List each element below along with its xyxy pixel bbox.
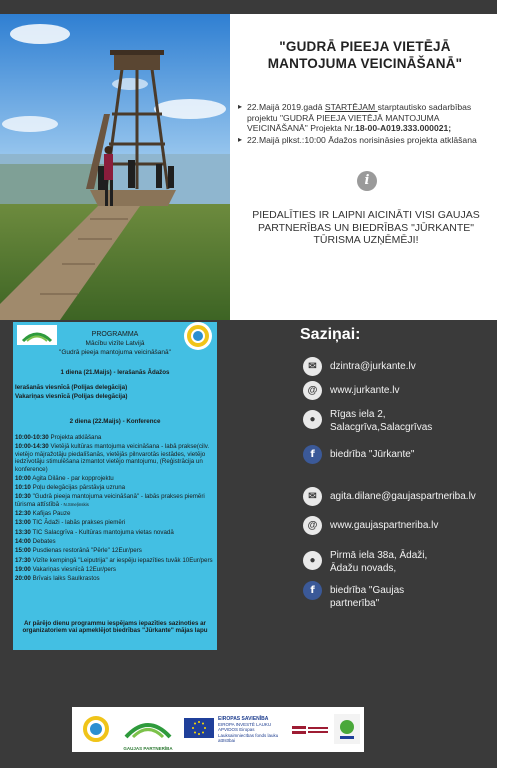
news-body: starptautisko sadarbības projektu "GUDRĀ PIEEJA VIETĒJĀ MANTOJUMA VEICINĀŠANĀ" Projekta Nr. bbox=[247, 102, 472, 134]
program-project: "Gudrā pieeja mantojuma veicināšanā" bbox=[59, 349, 171, 356]
schedule-text: TIC Ādaži - labās prakses piemēri bbox=[32, 519, 126, 527]
news-list bbox=[238, 102, 494, 146]
day1-title: 1 diena (21.Maijs) - Ierašanās Ādažos bbox=[60, 369, 170, 376]
jurkante-sun-logo bbox=[80, 713, 112, 745]
contact-web-jurkante[interactable]: www.jurkante.lv bbox=[330, 385, 400, 396]
news-item bbox=[238, 102, 494, 134]
schedule-time: 10:00-14:30 bbox=[15, 443, 49, 451]
eu-title: EIROPAS SAVIENĪBA bbox=[218, 716, 269, 722]
program-header bbox=[53, 330, 177, 357]
schedule-item bbox=[15, 557, 215, 564]
schedule-text: Debates bbox=[32, 538, 56, 545]
schedule-text: Brīvais laiks Saulkrastos bbox=[32, 575, 100, 583]
schedule-item bbox=[15, 493, 215, 508]
program-heading: PROGRAMMA bbox=[91, 331, 139, 338]
gaujas-partneriba-logo bbox=[17, 325, 57, 345]
eu-text bbox=[218, 717, 288, 743]
start-link[interactable]: STARTĒJAM bbox=[324, 102, 378, 112]
contacts-title: Saziņai: bbox=[300, 326, 361, 343]
schedule-text: Pusdienas restorānā "Pērle" 12Eur/pers bbox=[32, 547, 142, 555]
project-number: 18-00-A019.333.000021; bbox=[355, 123, 452, 134]
location-icon: ● bbox=[303, 410, 322, 429]
project-title: "GUDRĀ PIEEJA VIETĒJĀ MANTOJUMA VEICINĀŠANĀ" bbox=[267, 39, 463, 71]
location-icon: ● bbox=[303, 551, 322, 570]
schedule-text: Kafijas Pauze bbox=[32, 510, 71, 518]
schedule-item bbox=[15, 575, 215, 582]
contact-address-jurkante: Rīgas iela 2, Salacgrīva,Salacgrīvas bbox=[330, 409, 433, 433]
gaujas-logo bbox=[120, 713, 176, 749]
contact-email-gaujas[interactable]: agita.dilane@gaujaspartneriba.lv bbox=[330, 491, 476, 502]
day1-item: Ierašanās viesnīcā (Polijas delegācija) bbox=[15, 384, 128, 391]
invitation-text: PIEDALĪTIES IR LAIPNI AICINĀTI VISI GAUJAS PARTNERĪBAS UN BIEDRĪBAS "JŪRKANTE" TŪRISMA UZŅĒMĒJI! bbox=[252, 209, 480, 246]
schedule-time: 19:00 bbox=[15, 565, 31, 573]
facebook-icon: f bbox=[303, 581, 322, 600]
schedule-time: 20:00 bbox=[15, 575, 31, 583]
eu-flag-icon bbox=[184, 718, 214, 738]
at-icon: @ bbox=[303, 516, 322, 535]
schedule-text: Vakariņas viesnīcā 12Eur/pers bbox=[32, 565, 117, 573]
tower-photo bbox=[0, 14, 230, 320]
contact-facebook-gaujas[interactable]: biedrība "Gaujas partnerība" bbox=[330, 585, 405, 609]
announcement-panel bbox=[230, 14, 497, 320]
schedule-time: 10:10 bbox=[15, 484, 31, 492]
tower-photo-image bbox=[0, 14, 230, 320]
latvia-ministry-logo bbox=[292, 723, 328, 735]
day1-item: Vakariņas viesnīcā (Polijas delegācija) bbox=[15, 393, 128, 401]
contact-facebook-jurkante[interactable]: biedrība "Jūrkante" bbox=[330, 449, 415, 460]
eu-line: EIROPA INVESTĒ LAUKU APVIDOS Eiropas Lauksaimniecības fonds lauku attīstībai bbox=[218, 722, 279, 743]
sponsor-logos bbox=[72, 707, 364, 752]
contact-email-jurkante[interactable]: dzintra@jurkante.lv bbox=[330, 361, 416, 372]
schedule-time: 10:00-10:30 bbox=[15, 434, 49, 441]
schedule-time: 13:00 bbox=[15, 519, 31, 527]
schedule-text: Poļu delegācijas pārstāvja uzruna bbox=[32, 484, 126, 492]
schedule-item bbox=[15, 566, 215, 573]
gaujas-logo-text: GAUJAS PARTNERĪBA bbox=[123, 746, 173, 751]
schedule-item bbox=[15, 484, 215, 491]
schedule-text: Vizīte kempingā "Leiputrija" ar iespēju iepazīties tuvāk 10Eur/pers bbox=[32, 556, 213, 564]
contact-web-gaujas[interactable]: www.gaujaspartneriba.lv bbox=[330, 520, 439, 531]
leader-logo bbox=[334, 714, 360, 744]
schedule-time: 17:30 bbox=[15, 556, 31, 564]
jurkante-logo bbox=[184, 322, 212, 350]
schedule-time: 14:00 bbox=[15, 538, 31, 545]
schedule-time: 10:30 bbox=[15, 493, 31, 501]
schedule-item bbox=[15, 519, 215, 526]
schedule-time: 13:30 bbox=[15, 528, 31, 536]
schedule-item bbox=[15, 475, 215, 482]
schedule-text: "Gudrā pieeja mantojuma veicināšanā" - labās prakses piemēri tūrisma attīstībā bbox=[15, 493, 205, 508]
schedule-time: 10:00 bbox=[15, 474, 31, 482]
program-panel bbox=[13, 322, 217, 650]
program-footer: Ar pārējo dienu programmu iespējams iepazīties sazinoties ar organizatoriem vai apmeklējot biedrības "Jūrkante" mājas lapu bbox=[22, 620, 208, 635]
schedule-item bbox=[15, 547, 215, 554]
schedule-time: 15:00 bbox=[15, 547, 31, 555]
schedule-item bbox=[15, 443, 215, 473]
day1-items bbox=[15, 384, 215, 401]
schedule-text: Vietējā kultūras mantojuma veicināšana - labā prakse(cilv. vietējo mājražotāju piedalīšanās, vietējās pilnvarotās iestādes, vietējo iedzīvotāju stimulēšana izmantot vietējo mantojumu, (Reģistrācija un konference) bbox=[15, 443, 210, 473]
info-icon: i bbox=[357, 171, 377, 191]
schedule-speaker: - N.Smeļinskis bbox=[60, 501, 89, 507]
schedule-item bbox=[15, 434, 215, 441]
schedule-text: Projekta atklāšana bbox=[50, 434, 102, 441]
news-date: 22.Maijā 2019.gadā bbox=[247, 102, 325, 112]
day2-title: 2 diena (22.Maijs) - Konference bbox=[69, 418, 161, 425]
email-icon: ✉ bbox=[303, 357, 322, 376]
day2-schedule bbox=[15, 434, 215, 584]
program-subheading: Mācību vizīte Latvijā bbox=[85, 340, 145, 347]
schedule-time: 12:30 bbox=[15, 510, 31, 518]
schedule-text: TIC Salacgrīva - Kultūras mantojuma vietas novadā bbox=[32, 528, 174, 536]
at-icon: @ bbox=[303, 381, 322, 400]
facebook-icon: f bbox=[303, 445, 322, 464]
schedule-item bbox=[15, 529, 215, 536]
schedule-item bbox=[15, 538, 215, 545]
email-icon: ✉ bbox=[303, 487, 322, 506]
schedule-item bbox=[15, 510, 215, 517]
schedule-text: Agita Dilāne - par kopprojektu bbox=[32, 474, 114, 482]
news-item: ▸ 22.Maijā plkst.:10:00 Ādažos norisināsies projekta atklāšana bbox=[238, 135, 494, 146]
contact-address-gaujas: Pirmā iela 38a, Ādaži, Ādažu novads, bbox=[330, 550, 428, 574]
